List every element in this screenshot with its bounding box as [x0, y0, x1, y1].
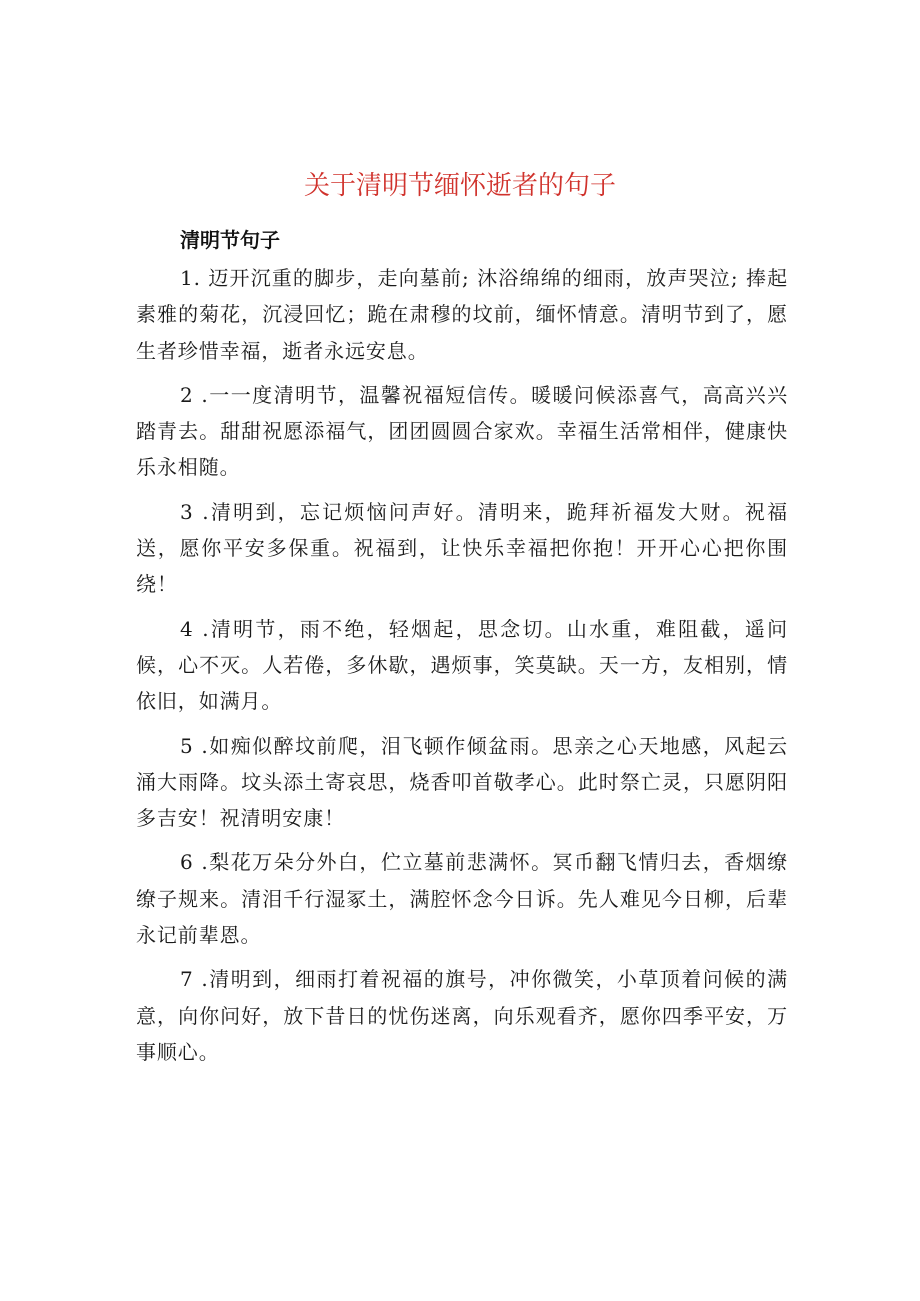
list-item: 3 .清明到，忘记烦恼问声好。清明来，跪拜祈福发大财。祝福送，愿你平安多保重。祝福到，让快乐幸福把你抱！开开心心把你围绕！ — [136, 499, 788, 597]
list-item: 2 .一一度清明节，温馨祝福短信传。暖暖问候添喜气，高高兴兴踏青去。甜甜祝愿添福气，团团圆圆合家欢。幸福生活常相伴，健康快乐永相随。 — [136, 382, 788, 480]
section-heading: 清明节句子 — [180, 228, 280, 252]
list-item: 1. 迈开沉重的脚步，走向墓前; 沐浴绵绵的细雨，放声哭泣; 捧起素雅的菊花，沉浸回忆；跪在肃穆的坟前，缅怀情意。清明节到了，愿生者珍惜幸福，逝者永远安息。 — [136, 266, 788, 363]
document-title: 关于清明节缅怀逝者的句子 — [303, 171, 616, 201]
list-item: 5 .如痴似醉坟前爬，泪飞顿作倾盆雨。思亲之心天地感，风起云涌大雨降。坟头添土寄哀思，烧香叩首敬孝心。此时祭亡灵，只愿阴阳多吉安！祝清明安康！ — [136, 733, 788, 831]
list-item: 4 .清明节，雨不绝，轻烟起，思念切。山水重，难阻截，遥问候，心不灭。人若倦，多休歇，遇烦事，笑莫缺。天一方，友相别，情依旧，如满月。 — [136, 616, 788, 714]
list-item: 7 .清明到，细雨打着祝福的旗号，冲你微笑，小草顶着问候的满意，向你问好，放下昔日的忧伤迷离，向乐观看齐，愿你四季平安，万事顺心。 — [136, 967, 788, 1064]
list-item: 6 .梨花万朵分外白，伫立墓前悲满怀。冥币翻飞情归去，香烟缭缭子规来。清泪千行湿冢土，满腔怀念今日诉。先人难见今日柳，后辈永记前辈恩。 — [136, 850, 788, 948]
document-body — [136, 260, 788, 1078]
